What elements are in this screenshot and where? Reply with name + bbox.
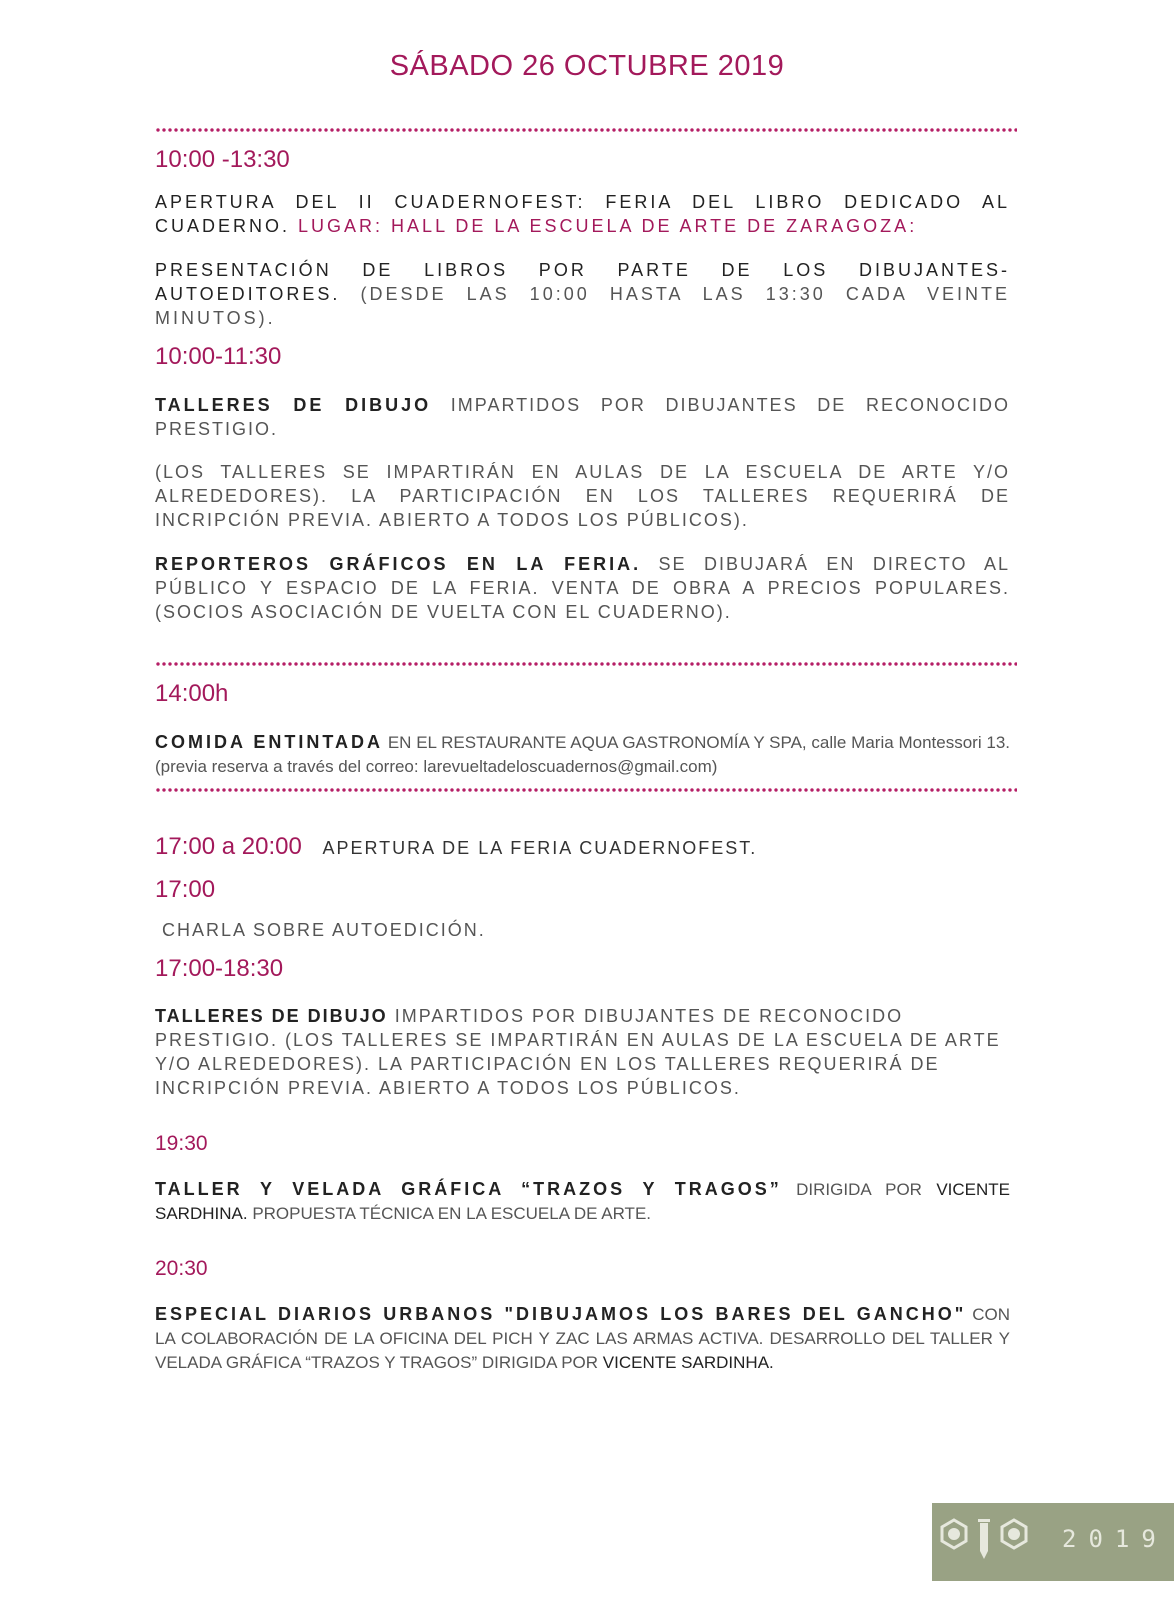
taller-velada-name: VICENTE SARDHINA. [155, 1180, 1010, 1223]
logo-year: 2019 [1062, 1525, 1168, 1553]
reporteros-paragraph [155, 552, 1010, 624]
talleres-title: TALLERES DE DIBUJO [155, 395, 432, 415]
taller-velada-end: PROPUESTA TÉCNICA EN LA ESCUELA DE ARTE. [252, 1204, 652, 1223]
talleres-tarde-detail: IMPARTIDOS POR DIBUJANTES DE RECONOCIDO PRESTIGIO. (LOS TALLERES SE IMPARTIRÁN EN AULAS DE LA ESCUELA DE ARTE Y/O ALREDEDORES). LA PARTICIPACIÓN EN LOS TALLERES REQUERIRÁ DE INCRIPCIÓN PREVIA. ABIERTO A TODOS LOS PÚBLICOS. [155, 1006, 1001, 1098]
especial-detail: CON LA COLABORACIÓN DE LA OFICINA DEL PICH Y ZAC LAS ARMAS ACTIVA. DESARROLLO DEL TALLER Y VELADA GRÁFICA “TRAZOS Y TRAGOS” DIRIGIDA POR [155, 1305, 1010, 1372]
time-afternoon-1: 17:00 a 20:00 [155, 833, 302, 860]
especial-paragraph [155, 1302, 1010, 1375]
reporteros-title: REPORTEROS GRÁFICOS EN LA FERIA. [155, 554, 642, 574]
apertura-feria: APERTURA DE LA FERIA CUADERNOFEST. [322, 838, 758, 858]
cuadernofest-logo [932, 1503, 1174, 1581]
taller-velada-mid: DIRIGIDA POR [796, 1180, 922, 1199]
hexagon-ring-icon [1002, 1520, 1026, 1548]
presentacion-title: PRESENTACIÓN DE LIBROS POR PARTE DE LOS DIBUJANTES-AUTOEDITORES. [155, 260, 1010, 304]
page-title: SÁBADO 26 OCTUBRE 2019 [389, 50, 785, 82]
charla-title: CHARLA SOBRE AUTOEDICIÓN. [162, 920, 486, 940]
talleres-paragraph [155, 393, 1010, 441]
time-morning-2: 10:00-11:30 [155, 343, 282, 370]
apertura-paragraph [155, 190, 1010, 238]
time-afternoon-3: 17:00-18:30 [155, 955, 284, 982]
presentacion-paragraph [155, 258, 1010, 330]
talleres-detail: IMPARTIDOS POR DIBUJANTES DE RECONOCIDO PRESTIGIO. [155, 395, 1010, 439]
time-afternoon-5: 20:30 [155, 1257, 208, 1280]
dotted-divider [155, 662, 1017, 666]
especial-title: ESPECIAL DIARIOS URBANOS "DIBUJAMOS LOS BARES DEL GANCHO" [155, 1304, 967, 1324]
hexagon-ring-icon [942, 1520, 966, 1548]
comida-detail: EN EL RESTAURANTE AQUA GASTRONOMÍA Y SPA, calle Maria Montessori 13. (previa reserva a través del correo: larevueltadeloscuadernos@gmail.com) [155, 733, 1010, 776]
comida-title: COMIDA ENTINTADA [155, 732, 384, 752]
comida-paragraph [155, 730, 1010, 779]
especial-name: VICENTE SARDINHA. [602, 1353, 774, 1372]
dotted-divider [155, 788, 1017, 792]
apertura-place: LUGAR: HALL DE LA ESCUELA DE ARTE DE ZARAGOZA: [298, 216, 918, 236]
dotted-divider [155, 128, 1017, 132]
reporteros-detail: SE DIBUJARÁ EN DIRECTO AL PÚBLICO Y ESPACIO DE LA FERIA. VENTA DE OBRA A PRECIOS POPULARES. (SOCIOS ASOCIACIÓN DE VUELTA CON EL CUADERNO). [155, 554, 1010, 622]
pencil-icon [978, 1519, 990, 1559]
time-afternoon-1-row [155, 833, 757, 861]
time-afternoon-4: 19:30 [155, 1132, 208, 1155]
talleres-tarde-paragraph [155, 1004, 1010, 1100]
time-afternoon-2: 17:00 [155, 876, 216, 903]
apertura-title: APERTURA DEL II CUADERNOFEST: FERIA DEL LIBRO DEDICADO AL CUADERNO. [155, 192, 1010, 236]
time-morning-1: 10:00 -13:30 [155, 146, 290, 173]
talleres-note: (LOS TALLERES SE IMPARTIRÁN EN AULAS DE LA ESCUELA DE ARTE Y/O ALREDEDORES). LA PARTICIPACIÓN EN LOS TALLERES REQUERIRÁ DE INCRIPCIÓN PREVIA. ABIERTO A TODOS LOS PÚBLICOS). [155, 462, 1010, 530]
talleres-tarde-title: TALLERES DE DIBUJO [155, 1006, 388, 1026]
taller-velada-paragraph [155, 1177, 1010, 1226]
taller-velada-title: TALLER Y VELADA GRÁFICA “TRAZOS Y TRAGOS” [155, 1179, 782, 1199]
time-lunch: 14:00h [155, 680, 229, 707]
presentacion-detail: (DESDE LAS 10:00 HASTA LAS 13:30 CADA VEINTE MINUTOS). [155, 284, 1010, 328]
logo-icons [932, 1503, 1052, 1581]
